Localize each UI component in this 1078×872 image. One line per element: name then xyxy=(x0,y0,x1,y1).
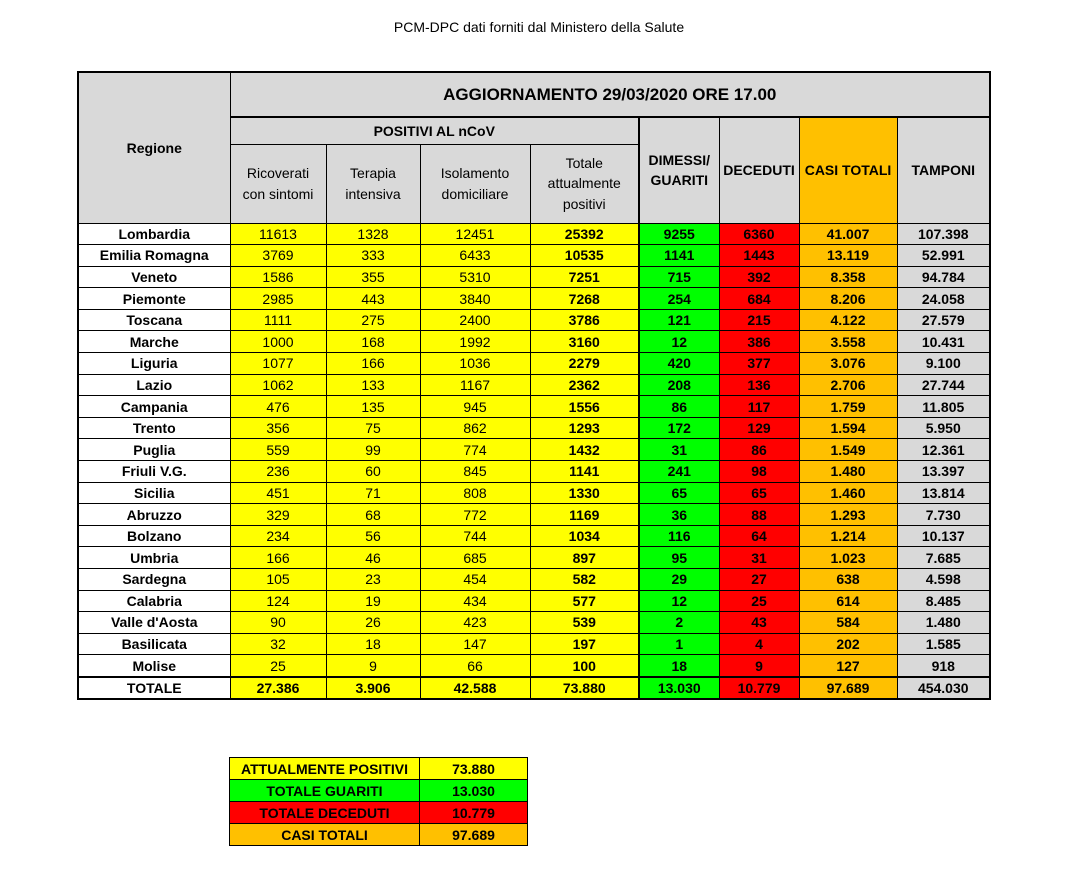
header-positivi: POSITIVI AL nCoV xyxy=(230,117,639,144)
summary-label: TOTALE DECEDUTI xyxy=(230,802,420,824)
cell-totale-positivi: 1330 xyxy=(530,482,639,504)
cell-ricoverati: 1586 xyxy=(230,266,326,288)
table-row xyxy=(78,309,990,331)
cell-dimessi: 241 xyxy=(639,461,719,483)
cell-deceduti: 98 xyxy=(719,461,799,483)
cell-dimessi: 172 xyxy=(639,417,719,439)
cell-ricoverati: 166 xyxy=(230,547,326,569)
total-cell-tamponi: 454.030 xyxy=(897,677,990,699)
cell-isolamento: 12451 xyxy=(420,223,530,245)
cell-regione: Umbria xyxy=(78,547,230,569)
cell-terapia: 68 xyxy=(326,504,420,526)
cell-isolamento: 744 xyxy=(420,525,530,547)
cell-deceduti: 1443 xyxy=(719,245,799,267)
table-row xyxy=(78,266,990,288)
table-row xyxy=(78,525,990,547)
cell-terapia: 26 xyxy=(326,612,420,634)
cell-isolamento: 772 xyxy=(420,504,530,526)
cell-regione: Basilicata xyxy=(78,633,230,655)
table-row xyxy=(78,461,990,483)
cell-casi-totali: 3.558 xyxy=(799,331,897,353)
cell-regione: Campania xyxy=(78,396,230,418)
cell-deceduti: 43 xyxy=(719,612,799,634)
cell-casi-totali: 614 xyxy=(799,590,897,612)
total-cell-totale-positivi: 73.880 xyxy=(530,677,639,699)
cell-tamponi: 10.137 xyxy=(897,525,990,547)
summary-value: 13.030 xyxy=(420,780,528,802)
cell-deceduti: 6360 xyxy=(719,223,799,245)
header-dimessi: DIMESSI/ GUARITI xyxy=(639,117,719,223)
cell-isolamento: 862 xyxy=(420,417,530,439)
table-row xyxy=(78,590,990,612)
cell-ricoverati: 476 xyxy=(230,396,326,418)
cell-ricoverati: 105 xyxy=(230,569,326,591)
table-row xyxy=(78,439,990,461)
cell-terapia: 1328 xyxy=(326,223,420,245)
cell-totale-positivi: 2279 xyxy=(530,353,639,375)
cell-tamponi: 107.398 xyxy=(897,223,990,245)
cell-dimessi: 31 xyxy=(639,439,719,461)
cell-casi-totali: 2.706 xyxy=(799,374,897,396)
table-row xyxy=(78,223,990,245)
cell-terapia: 99 xyxy=(326,439,420,461)
cell-terapia: 333 xyxy=(326,245,420,267)
cell-dimessi: 715 xyxy=(639,266,719,288)
cell-deceduti: 31 xyxy=(719,547,799,569)
cell-terapia: 23 xyxy=(326,569,420,591)
cell-isolamento: 685 xyxy=(420,547,530,569)
cell-deceduti: 25 xyxy=(719,590,799,612)
cell-casi-totali: 1.214 xyxy=(799,525,897,547)
cell-tamponi: 4.598 xyxy=(897,569,990,591)
cell-casi-totali: 8.206 xyxy=(799,288,897,310)
cell-regione: Veneto xyxy=(78,266,230,288)
table-row xyxy=(78,655,990,677)
cell-totale-positivi: 7268 xyxy=(530,288,639,310)
table-row xyxy=(78,482,990,504)
cell-regione: Abruzzo xyxy=(78,504,230,526)
cell-totale-positivi: 1169 xyxy=(530,504,639,526)
cell-regione: Lombardia xyxy=(78,223,230,245)
table-row xyxy=(78,331,990,353)
table-row xyxy=(78,504,990,526)
total-cell-dimessi: 13.030 xyxy=(639,677,719,699)
total-cell-ricoverati: 27.386 xyxy=(230,677,326,699)
cell-tamponi: 11.805 xyxy=(897,396,990,418)
cell-regione: Emilia Romagna xyxy=(78,245,230,267)
cell-totale-positivi: 1556 xyxy=(530,396,639,418)
cell-isolamento: 808 xyxy=(420,482,530,504)
cell-casi-totali: 1.759 xyxy=(799,396,897,418)
cell-isolamento: 3840 xyxy=(420,288,530,310)
cell-isolamento: 774 xyxy=(420,439,530,461)
cell-ricoverati: 3769 xyxy=(230,245,326,267)
total-cell-isolamento: 42.588 xyxy=(420,677,530,699)
cell-dimessi: 208 xyxy=(639,374,719,396)
cell-terapia: 355 xyxy=(326,266,420,288)
header-tamponi: TAMPONI xyxy=(897,117,990,223)
summary-value: 10.779 xyxy=(420,802,528,824)
cell-tamponi: 27.744 xyxy=(897,374,990,396)
summary-table xyxy=(229,757,528,846)
cell-totale-positivi: 539 xyxy=(530,612,639,634)
cell-casi-totali: 13.119 xyxy=(799,245,897,267)
header-ricoverati: Ricoverati con sintomi xyxy=(230,144,326,223)
cell-dimessi: 121 xyxy=(639,309,719,331)
cell-dimessi: 9255 xyxy=(639,223,719,245)
cell-totale-positivi: 10535 xyxy=(530,245,639,267)
cell-regione: Friuli V.G. xyxy=(78,461,230,483)
cell-casi-totali: 8.358 xyxy=(799,266,897,288)
cell-regione: Toscana xyxy=(78,309,230,331)
cell-ricoverati: 451 xyxy=(230,482,326,504)
cell-isolamento: 147 xyxy=(420,633,530,655)
cell-ricoverati: 559 xyxy=(230,439,326,461)
cell-regione: Puglia xyxy=(78,439,230,461)
cell-ricoverati: 25 xyxy=(230,655,326,677)
cell-terapia: 56 xyxy=(326,525,420,547)
cell-tamponi: 7.685 xyxy=(897,547,990,569)
cell-regione: Trento xyxy=(78,417,230,439)
cell-tamponi: 12.361 xyxy=(897,439,990,461)
cell-ricoverati: 32 xyxy=(230,633,326,655)
cell-terapia: 275 xyxy=(326,309,420,331)
header-casi-totali: CASI TOTALI xyxy=(799,117,897,223)
cell-terapia: 18 xyxy=(326,633,420,655)
cell-casi-totali: 127 xyxy=(799,655,897,677)
cell-totale-positivi: 3786 xyxy=(530,309,639,331)
summary-row xyxy=(230,780,528,802)
cell-totale-positivi: 1293 xyxy=(530,417,639,439)
cell-regione: Molise xyxy=(78,655,230,677)
cell-deceduti: 386 xyxy=(719,331,799,353)
cell-terapia: 46 xyxy=(326,547,420,569)
cell-deceduti: 684 xyxy=(719,288,799,310)
cell-casi-totali: 202 xyxy=(799,633,897,655)
cell-dimessi: 12 xyxy=(639,331,719,353)
summary-row xyxy=(230,758,528,780)
cell-casi-totali: 638 xyxy=(799,569,897,591)
cell-totale-positivi: 100 xyxy=(530,655,639,677)
update-title: AGGIORNAMENTO 29/03/2020 ORE 17.00 xyxy=(230,72,990,117)
header-deceduti: DECEDUTI xyxy=(719,117,799,223)
cell-totale-positivi: 3160 xyxy=(530,331,639,353)
cell-totale-positivi: 25392 xyxy=(530,223,639,245)
cell-tamponi: 13.814 xyxy=(897,482,990,504)
cell-dimessi: 18 xyxy=(639,655,719,677)
cell-ricoverati: 90 xyxy=(230,612,326,634)
cell-ricoverati: 234 xyxy=(230,525,326,547)
cell-terapia: 9 xyxy=(326,655,420,677)
cell-casi-totali: 41.007 xyxy=(799,223,897,245)
table-row xyxy=(78,569,990,591)
header-terapia: Terapia intensiva xyxy=(326,144,420,223)
cell-ricoverati: 124 xyxy=(230,590,326,612)
cell-tamponi: 1.585 xyxy=(897,633,990,655)
cell-regione: Calabria xyxy=(78,590,230,612)
cell-totale-positivi: 577 xyxy=(530,590,639,612)
cell-regione: Marche xyxy=(78,331,230,353)
cell-dimessi: 116 xyxy=(639,525,719,547)
cell-totale-positivi: 7251 xyxy=(530,266,639,288)
cell-deceduti: 4 xyxy=(719,633,799,655)
cell-regione: Valle d'Aosta xyxy=(78,612,230,634)
cell-ricoverati: 356 xyxy=(230,417,326,439)
summary-row xyxy=(230,824,528,846)
summary-label: TOTALE GUARITI xyxy=(230,780,420,802)
source-title: PCM-DPC dati forniti dal Ministero della Salute xyxy=(393,19,685,35)
table-row xyxy=(78,547,990,569)
cell-terapia: 168 xyxy=(326,331,420,353)
cell-deceduti: 392 xyxy=(719,266,799,288)
cell-deceduti: 88 xyxy=(719,504,799,526)
header-regione: Regione xyxy=(78,72,230,223)
cell-ricoverati: 11613 xyxy=(230,223,326,245)
cell-casi-totali: 4.122 xyxy=(799,309,897,331)
cell-deceduti: 136 xyxy=(719,374,799,396)
cell-isolamento: 454 xyxy=(420,569,530,591)
cell-deceduti: 65 xyxy=(719,482,799,504)
cell-isolamento: 5310 xyxy=(420,266,530,288)
cell-regione: Lazio xyxy=(78,374,230,396)
cell-isolamento: 1036 xyxy=(420,353,530,375)
cell-isolamento: 945 xyxy=(420,396,530,418)
summary-row xyxy=(230,802,528,824)
cell-casi-totali: 1.549 xyxy=(799,439,897,461)
cell-deceduti: 64 xyxy=(719,525,799,547)
cell-isolamento: 434 xyxy=(420,590,530,612)
cell-dimessi: 254 xyxy=(639,288,719,310)
cell-tamponi: 1.480 xyxy=(897,612,990,634)
cell-ricoverati: 1000 xyxy=(230,331,326,353)
cell-isolamento: 423 xyxy=(420,612,530,634)
cell-totale-positivi: 1141 xyxy=(530,461,639,483)
cell-ricoverati: 1077 xyxy=(230,353,326,375)
cell-casi-totali: 1.293 xyxy=(799,504,897,526)
header-isolamento: Isolamento domiciliare xyxy=(420,144,530,223)
cell-deceduti: 27 xyxy=(719,569,799,591)
total-cell-casi-totali: 97.689 xyxy=(799,677,897,699)
cell-ricoverati: 2985 xyxy=(230,288,326,310)
cell-terapia: 71 xyxy=(326,482,420,504)
cell-terapia: 19 xyxy=(326,590,420,612)
cell-dimessi: 86 xyxy=(639,396,719,418)
table-row xyxy=(78,612,990,634)
cell-terapia: 166 xyxy=(326,353,420,375)
cell-regione: Bolzano xyxy=(78,525,230,547)
table-row xyxy=(78,353,990,375)
cell-tamponi: 5.950 xyxy=(897,417,990,439)
cell-isolamento: 1992 xyxy=(420,331,530,353)
cell-tamponi: 9.100 xyxy=(897,353,990,375)
cell-isolamento: 6433 xyxy=(420,245,530,267)
regional-data-table xyxy=(77,71,991,700)
table-row xyxy=(78,374,990,396)
cell-ricoverati: 329 xyxy=(230,504,326,526)
cell-tamponi: 7.730 xyxy=(897,504,990,526)
cell-tamponi: 10.431 xyxy=(897,331,990,353)
cell-regione: Liguria xyxy=(78,353,230,375)
total-cell-deceduti: 10.779 xyxy=(719,677,799,699)
table-row xyxy=(78,417,990,439)
cell-regione: Sicilia xyxy=(78,482,230,504)
cell-dimessi: 420 xyxy=(639,353,719,375)
cell-totale-positivi: 197 xyxy=(530,633,639,655)
cell-isolamento: 66 xyxy=(420,655,530,677)
cell-tamponi: 24.058 xyxy=(897,288,990,310)
cell-regione: Sardegna xyxy=(78,569,230,591)
cell-totale-positivi: 897 xyxy=(530,547,639,569)
cell-deceduti: 377 xyxy=(719,353,799,375)
summary-value: 73.880 xyxy=(420,758,528,780)
total-cell-terapia: 3.906 xyxy=(326,677,420,699)
summary-label: CASI TOTALI xyxy=(230,824,420,846)
cell-tamponi: 94.784 xyxy=(897,266,990,288)
cell-ricoverati: 1111 xyxy=(230,309,326,331)
cell-deceduti: 129 xyxy=(719,417,799,439)
cell-dimessi: 36 xyxy=(639,504,719,526)
cell-totale-positivi: 1432 xyxy=(530,439,639,461)
cell-ricoverati: 236 xyxy=(230,461,326,483)
cell-dimessi: 29 xyxy=(639,569,719,591)
cell-casi-totali: 584 xyxy=(799,612,897,634)
summary-label: ATTUALMENTE POSITIVI xyxy=(230,758,420,780)
summary-value: 97.689 xyxy=(420,824,528,846)
cell-dimessi: 1 xyxy=(639,633,719,655)
header-totale-positivi: Totale attualmente positivi xyxy=(530,144,639,223)
cell-deceduti: 215 xyxy=(719,309,799,331)
cell-terapia: 135 xyxy=(326,396,420,418)
cell-isolamento: 1167 xyxy=(420,374,530,396)
cell-casi-totali: 1.460 xyxy=(799,482,897,504)
cell-terapia: 75 xyxy=(326,417,420,439)
cell-tamponi: 52.991 xyxy=(897,245,990,267)
cell-dimessi: 65 xyxy=(639,482,719,504)
cell-deceduti: 86 xyxy=(719,439,799,461)
cell-dimessi: 95 xyxy=(639,547,719,569)
table-row xyxy=(78,396,990,418)
cell-tamponi: 918 xyxy=(897,655,990,677)
cell-dimessi: 2 xyxy=(639,612,719,634)
cell-tamponi: 13.397 xyxy=(897,461,990,483)
cell-casi-totali: 3.076 xyxy=(799,353,897,375)
cell-totale-positivi: 2362 xyxy=(530,374,639,396)
cell-terapia: 133 xyxy=(326,374,420,396)
table-row xyxy=(78,633,990,655)
cell-terapia: 443 xyxy=(326,288,420,310)
table-row xyxy=(78,245,990,267)
cell-tamponi: 27.579 xyxy=(897,309,990,331)
cell-ricoverati: 1062 xyxy=(230,374,326,396)
cell-totale-positivi: 582 xyxy=(530,569,639,591)
cell-deceduti: 9 xyxy=(719,655,799,677)
table-row xyxy=(78,288,990,310)
cell-deceduti: 117 xyxy=(719,396,799,418)
cell-isolamento: 845 xyxy=(420,461,530,483)
cell-regione: Piemonte xyxy=(78,288,230,310)
cell-dimessi: 1141 xyxy=(639,245,719,267)
cell-tamponi: 8.485 xyxy=(897,590,990,612)
totals-row xyxy=(78,677,990,699)
cell-totale-positivi: 1034 xyxy=(530,525,639,547)
cell-dimessi: 12 xyxy=(639,590,719,612)
cell-casi-totali: 1.480 xyxy=(799,461,897,483)
cell-isolamento: 2400 xyxy=(420,309,530,331)
cell-casi-totali: 1.023 xyxy=(799,547,897,569)
cell-casi-totali: 1.594 xyxy=(799,417,897,439)
total-cell-regione: TOTALE xyxy=(78,677,230,699)
cell-terapia: 60 xyxy=(326,461,420,483)
